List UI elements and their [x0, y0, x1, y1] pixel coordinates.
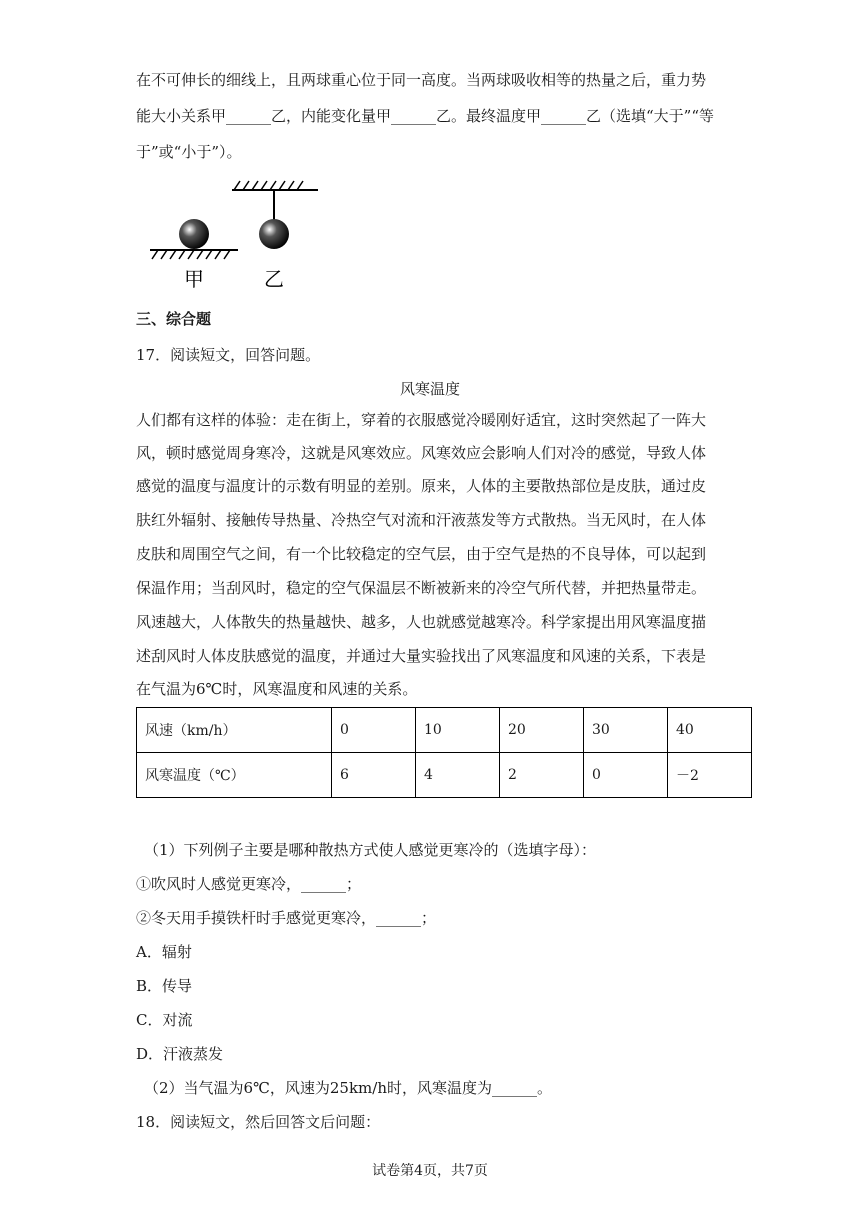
page-footer: 试卷第4页，共7页	[372, 1163, 488, 1179]
section-title: 三、综合题	[136, 310, 212, 328]
ball-yi	[259, 219, 289, 249]
q16-text-line1: 在不可伸长的细线上，且两球重心位于同一高度。当两球吸收相等的热量之后，重力势	[136, 71, 707, 89]
sub-question-2: （2）当气温为6℃，风速为25km/h时，风寒温度为______。	[144, 1079, 552, 1097]
wind-chill-table	[136, 707, 752, 798]
article-line: 皮肤和周围空气之间，有一个比较稳定的空气层，由于空气是热的不良导体，可以起到	[136, 545, 707, 563]
table-row-wind-chill	[137, 753, 752, 798]
article-line: 感觉的温度与温度计的示数有明显的差别。原来，人体的主要散热部位是皮肤，通过皮	[136, 477, 707, 495]
table-cell: 20	[500, 708, 584, 753]
table-cell: 40	[668, 708, 752, 753]
table-cell: 4	[416, 753, 500, 798]
table-cell: －2	[668, 753, 752, 798]
table-row-wind-speed	[137, 708, 752, 753]
article-line: 肤红外辐射、接触传导热量、冷热空气对流和汗液蒸发等方式散热。当无风时，在人体	[136, 511, 707, 529]
q18-intro: 18．阅读短文，然后回答文后问题：	[136, 1113, 381, 1131]
option-a: A．辐射	[136, 943, 192, 961]
article-line: 人们都有这样的体验：走在街上，穿着的衣服感觉冷暖刚好适宜，这时突然起了一阵大	[136, 411, 707, 429]
q16-text-line2: 能大小关系甲______乙，内能变化量甲______乙。最终温度甲______乙（选填“大于”“等	[136, 107, 715, 125]
q17-intro: 17．阅读短文，回答问题。	[136, 346, 321, 364]
table-cell: 2	[500, 753, 584, 798]
article-line: 在气温为6℃时，风寒温度和风速的关系。	[136, 680, 418, 698]
option-d: D．汗液蒸发	[136, 1045, 224, 1063]
balls-diagram	[146, 178, 326, 293]
article-line: 风，顿时感觉周身寒冷，这就是风寒效应。风寒效应会影响人们对冷的感觉，导致人体	[136, 444, 707, 462]
label-yi: 乙	[264, 269, 284, 291]
label-jia: 甲	[184, 269, 204, 291]
option-b: B．传导	[136, 977, 193, 995]
ball-jia	[179, 219, 209, 249]
article-line: 保温作用；当刮风时，稳定的空气保温层不断被新来的冷空气所代替，并把热量带走。	[136, 579, 707, 597]
table-cell: 0	[332, 708, 416, 753]
option-c: C．对流	[136, 1011, 193, 1029]
q16-text-line3: 于”或“小于”）。	[136, 143, 242, 161]
ground	[150, 250, 238, 259]
sub-item-2: ②冬天用手摸铁杆时手感觉更寒冷，______；	[136, 909, 437, 927]
table-cell: 0	[584, 753, 668, 798]
table-header-cell: 风寒温度（℃）	[137, 753, 332, 798]
sub-question-1: （1）下列例子主要是哪种散热方式使人感觉更寒冷的（选填字母）：	[144, 841, 597, 859]
article-line: 风速越大，人体散失的热量越快、越多，人也就感觉越寒冷。科学家提出用风寒温度描	[136, 613, 707, 631]
ceiling	[232, 181, 318, 190]
article-line: 述刮风时人体皮肤感觉的温度，并通过大量实验找出了风寒温度和风速的关系，下表是	[136, 647, 707, 665]
table-header-cell: 风速（km/h）	[137, 708, 332, 753]
sub-item-1: ①吹风时人感觉更寒冷，______；	[136, 875, 362, 893]
article-title: 风寒温度	[399, 380, 460, 398]
table-cell: 6	[332, 753, 416, 798]
balls-figure	[146, 178, 326, 297]
table-cell: 10	[416, 708, 500, 753]
table-cell: 30	[584, 708, 668, 753]
